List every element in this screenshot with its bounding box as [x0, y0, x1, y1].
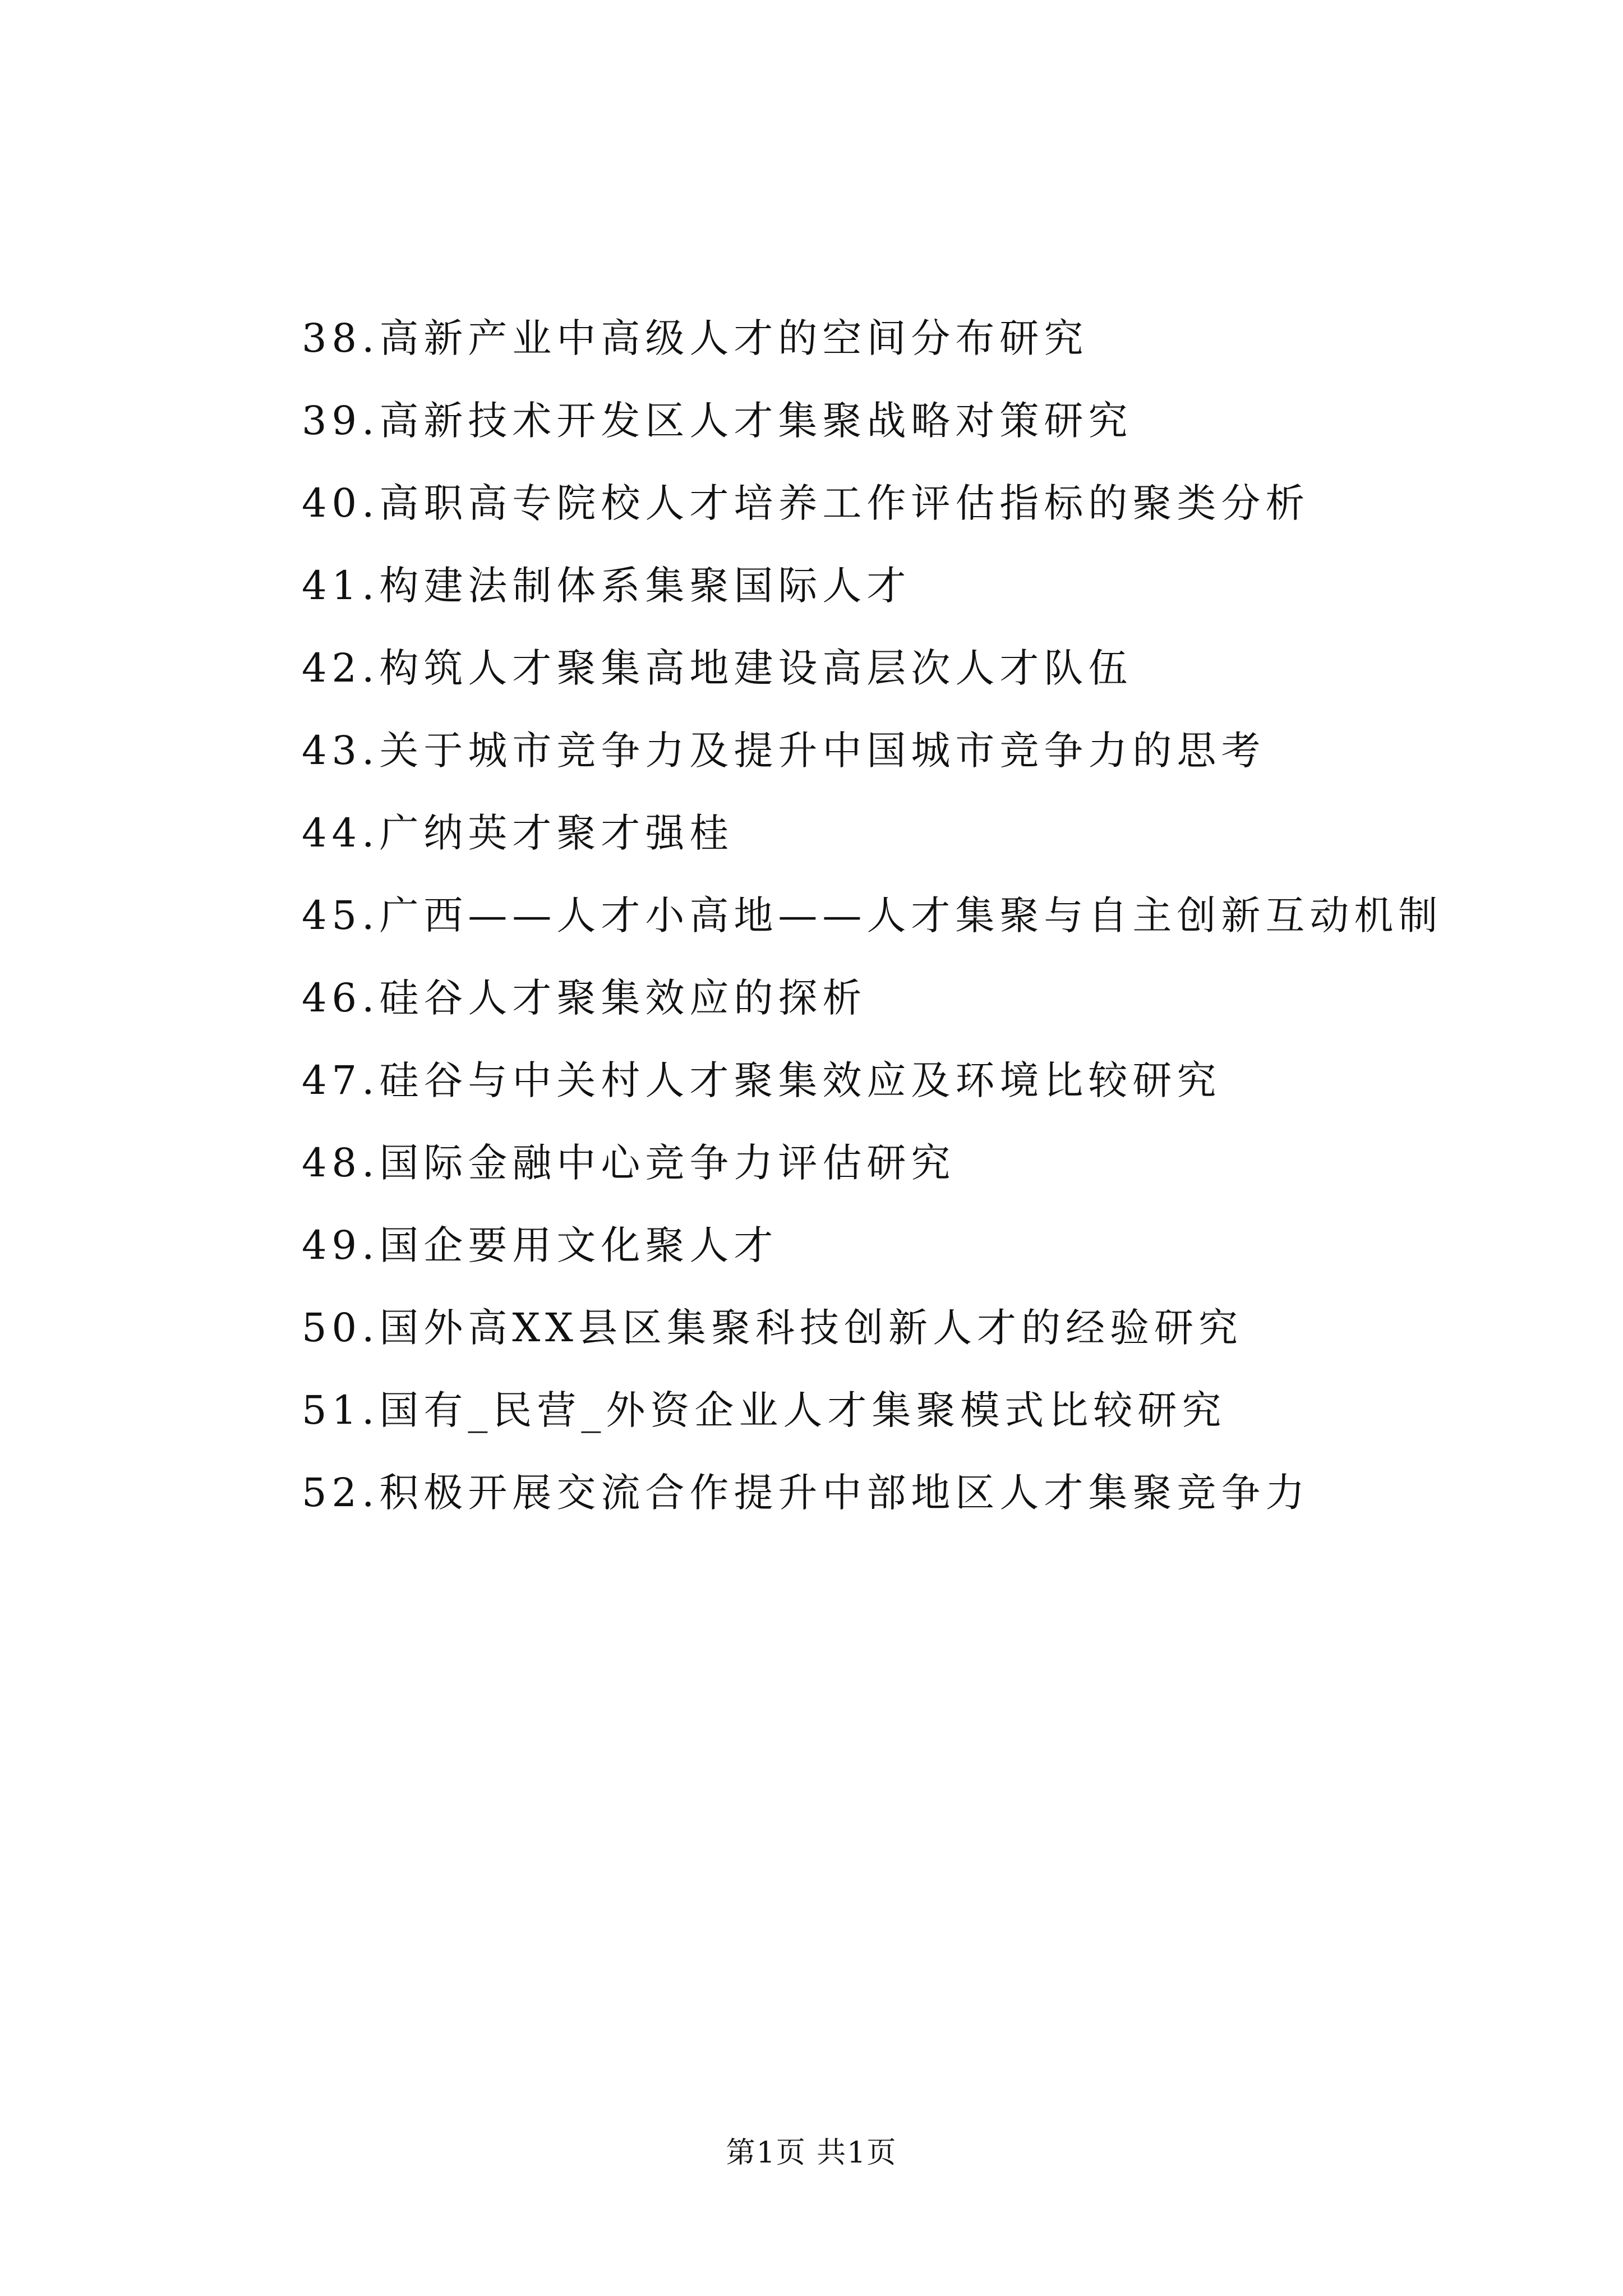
- list-item: 49.国企要用文化聚人才: [302, 1222, 778, 1268]
- list-item: 44.广纳英才聚才强桂: [302, 810, 734, 856]
- list-item: 52.积极开展交流合作提升中部地区人才集聚竞争力: [302, 1470, 1310, 1516]
- list-item: 39.高新技术开发区人才集聚战略对策研究: [302, 398, 1133, 444]
- list-item: 41.构建法制体系集聚国际人才: [302, 563, 911, 609]
- list-item: 45.广西——人才小高地——人才集聚与自主创新互动机制: [302, 892, 1443, 938]
- list-item: 48.国际金融中心竞争力评估研究: [302, 1140, 956, 1186]
- list-item: 40.高职高专院校人才培养工作评估指标的聚类分析: [302, 480, 1310, 526]
- title-list: [302, 297, 1592, 1534]
- list-item: 50.国外高XX县区集聚科技创新人才的经验研究: [302, 1305, 1243, 1351]
- list-item: 43.关于城市竞争力及提升中国城市竞争力的思考: [302, 728, 1266, 774]
- list-item: 42.构筑人才聚集高地建设高层次人才队伍: [302, 645, 1133, 691]
- list-item: 47.硅谷与中关村人才聚集效应及环境比较研究: [302, 1057, 1221, 1103]
- list-item: 38.高新产业中高级人才的空间分布研究: [302, 315, 1089, 361]
- list-item: 46.硅谷人才聚集效应的探析: [302, 975, 867, 1021]
- list-item: 51.国有_民营_外资企业人才集聚模式比较研究: [302, 1387, 1227, 1433]
- page-footer: 第1页 共1页: [726, 2136, 897, 2170]
